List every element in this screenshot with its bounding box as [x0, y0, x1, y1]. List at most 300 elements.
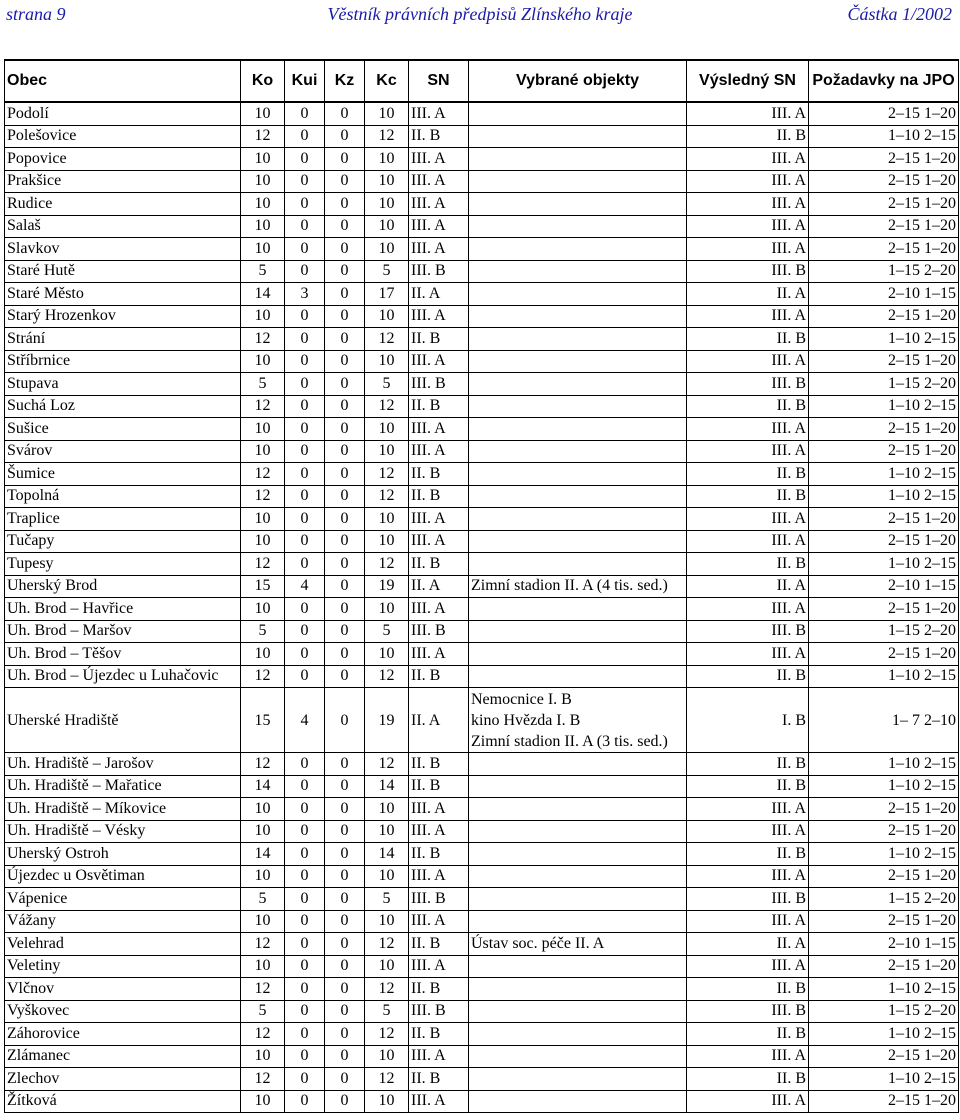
cell-ko: 10 — [241, 148, 285, 171]
cell-objekty — [469, 843, 687, 866]
table-row — [5, 193, 959, 216]
table-row — [5, 125, 959, 148]
cell-objekty — [469, 328, 687, 351]
cell-kc: 10 — [365, 798, 409, 821]
cell-kz: 0 — [325, 215, 365, 238]
cell-vysledny-sn: II. A — [687, 575, 809, 598]
table-row — [5, 328, 959, 351]
cell-vysledny-sn: III. A — [687, 530, 809, 553]
cell-kz: 0 — [325, 933, 365, 956]
cell-objekty — [469, 978, 687, 1001]
cell-kc: 12 — [365, 933, 409, 956]
cell-vysledny-sn: III. A — [687, 910, 809, 933]
cell-kz: 0 — [325, 305, 365, 328]
cell-obec: Suchá Loz — [5, 395, 241, 418]
cell-objekty — [469, 283, 687, 306]
cell-sn: III. A — [409, 350, 469, 373]
cell-kc: 12 — [365, 553, 409, 576]
cell-objekty — [469, 1045, 687, 1068]
cell-kc: 12 — [365, 753, 409, 776]
cell-pozadavky: 1–10 2–15 — [809, 125, 959, 148]
cell-obec: Uh. Hradiště – Vésky — [5, 820, 241, 843]
cell-objekty — [469, 753, 687, 776]
cell-pozadavky: 1–15 2–20 — [809, 888, 959, 911]
cell-sn: II. B — [409, 933, 469, 956]
cell-objekty — [469, 193, 687, 216]
cell-kz: 0 — [325, 373, 365, 396]
cell-vysledny-sn: II. A — [687, 933, 809, 956]
table-row — [5, 753, 959, 776]
cell-vysledny-sn: II. B — [687, 753, 809, 776]
cell-vysledny-sn: III. A — [687, 820, 809, 843]
cell-obec: Svárov — [5, 440, 241, 463]
cell-kc: 10 — [365, 865, 409, 888]
cell-pozadavky: 2–15 1–20 — [809, 508, 959, 531]
cell-kc: 10 — [365, 350, 409, 373]
cell-ko: 14 — [241, 283, 285, 306]
cell-obec: Staré Hutě — [5, 260, 241, 283]
cell-obec: Žítková — [5, 1090, 241, 1113]
cell-obec: Velehrad — [5, 933, 241, 956]
cell-sn: II. B — [409, 753, 469, 776]
cell-sn: III. B — [409, 1000, 469, 1023]
cell-kui: 0 — [285, 910, 325, 933]
cell-objekty — [469, 508, 687, 531]
cell-objekty — [469, 643, 687, 666]
cell-kc: 10 — [365, 955, 409, 978]
cell-kui: 0 — [285, 978, 325, 1001]
cell-objekty — [469, 955, 687, 978]
table-row — [5, 395, 959, 418]
cell-sn: III. A — [409, 170, 469, 193]
cell-kc: 10 — [365, 598, 409, 621]
cell-pozadavky: 1– 7 2–10 — [809, 688, 959, 753]
table-row — [5, 350, 959, 373]
cell-pozadavky: 1–10 2–15 — [809, 395, 959, 418]
cell-kz: 0 — [325, 888, 365, 911]
cell-kc: 12 — [365, 978, 409, 1001]
cell-ko: 12 — [241, 978, 285, 1001]
cell-obec: Popovice — [5, 148, 241, 171]
cell-sn: III. A — [409, 598, 469, 621]
objekt-line: kino Hvězda I. B — [471, 711, 581, 729]
cell-ko: 5 — [241, 260, 285, 283]
cell-ko: 12 — [241, 395, 285, 418]
cell-vysledny-sn: III. A — [687, 215, 809, 238]
cell-kui: 0 — [285, 508, 325, 531]
table-row — [5, 1000, 959, 1023]
table-row — [5, 865, 959, 888]
cell-vysledny-sn: III. A — [687, 238, 809, 261]
col-header-sn: SN — [409, 60, 469, 102]
cell-kz: 0 — [325, 260, 365, 283]
cell-kz: 0 — [325, 553, 365, 576]
cell-kui: 0 — [285, 328, 325, 351]
cell-kui: 4 — [285, 688, 325, 753]
cell-sn: II. B — [409, 665, 469, 688]
cell-sn: III. A — [409, 305, 469, 328]
cell-ko: 10 — [241, 955, 285, 978]
cell-objekty — [469, 620, 687, 643]
cell-kui: 0 — [285, 463, 325, 486]
cell-objekty — [469, 1000, 687, 1023]
cell-objekty — [469, 485, 687, 508]
cell-objekty — [469, 530, 687, 553]
cell-pozadavky: 1–10 2–15 — [809, 328, 959, 351]
cell-kc: 10 — [365, 910, 409, 933]
cell-kui: 0 — [285, 485, 325, 508]
cell-sn: III. A — [409, 440, 469, 463]
cell-ko: 14 — [241, 843, 285, 866]
table-row — [5, 575, 959, 598]
table-row — [5, 688, 959, 753]
table-row — [5, 373, 959, 396]
cell-vysledny-sn: II. B — [687, 775, 809, 798]
cell-pozadavky: 2–15 1–20 — [809, 798, 959, 821]
cell-ko: 10 — [241, 418, 285, 441]
cell-vysledny-sn: III. A — [687, 102, 809, 125]
cell-kui: 0 — [285, 1068, 325, 1091]
table-header-row — [5, 60, 959, 102]
cell-ko: 10 — [241, 102, 285, 125]
cell-kui: 3 — [285, 283, 325, 306]
cell-kc: 19 — [365, 688, 409, 753]
cell-ko: 12 — [241, 1068, 285, 1091]
cell-ko: 5 — [241, 373, 285, 396]
page-header — [0, 4, 960, 32]
cell-kz: 0 — [325, 1023, 365, 1046]
cell-ko: 10 — [241, 820, 285, 843]
cell-kz: 0 — [325, 688, 365, 753]
cell-kui: 0 — [285, 1090, 325, 1113]
cell-obec: Staré Město — [5, 283, 241, 306]
cell-kc: 12 — [365, 1023, 409, 1046]
objekt-line: Ústav soc. péče II. A — [471, 934, 605, 952]
cell-pozadavky: 2–15 1–20 — [809, 350, 959, 373]
cell-kc: 12 — [365, 463, 409, 486]
cell-sn: III. A — [409, 193, 469, 216]
cell-kc: 14 — [365, 775, 409, 798]
cell-kz: 0 — [325, 463, 365, 486]
cell-kz: 0 — [325, 238, 365, 261]
cell-vysledny-sn: II. B — [687, 1023, 809, 1046]
cell-kz: 0 — [325, 643, 365, 666]
cell-kc: 10 — [365, 418, 409, 441]
table-row — [5, 440, 959, 463]
cell-kc: 17 — [365, 283, 409, 306]
cell-sn: II. B — [409, 775, 469, 798]
cell-kc: 12 — [365, 328, 409, 351]
cell-kc: 12 — [365, 395, 409, 418]
cell-vysledny-sn: III. A — [687, 418, 809, 441]
cell-kui: 0 — [285, 215, 325, 238]
table-row — [5, 102, 959, 125]
table-row — [5, 933, 959, 956]
cell-vysledny-sn: II. B — [687, 463, 809, 486]
fire-protection-table — [4, 59, 959, 1113]
cell-objekty — [469, 865, 687, 888]
cell-objekty — [469, 688, 687, 753]
cell-kui: 0 — [285, 373, 325, 396]
cell-pozadavky: 2–15 1–20 — [809, 440, 959, 463]
cell-sn: II. A — [409, 575, 469, 598]
cell-kz: 0 — [325, 843, 365, 866]
cell-objekty — [469, 598, 687, 621]
cell-obec: Strání — [5, 328, 241, 351]
cell-kz: 0 — [325, 598, 365, 621]
table-row — [5, 508, 959, 531]
cell-sn: III. A — [409, 1090, 469, 1113]
cell-pozadavky: 2–15 1–20 — [809, 170, 959, 193]
cell-obec: Podolí — [5, 102, 241, 125]
cell-kui: 0 — [285, 843, 325, 866]
cell-pozadavky: 2–15 1–20 — [809, 305, 959, 328]
cell-obec: Prakšice — [5, 170, 241, 193]
cell-kz: 0 — [325, 955, 365, 978]
cell-pozadavky: 1–15 2–20 — [809, 1000, 959, 1023]
table-row — [5, 170, 959, 193]
cell-kui: 0 — [285, 1000, 325, 1023]
cell-kz: 0 — [325, 102, 365, 125]
cell-ko: 12 — [241, 553, 285, 576]
cell-objekty — [469, 665, 687, 688]
cell-pozadavky: 2–10 1–15 — [809, 933, 959, 956]
cell-kui: 0 — [285, 125, 325, 148]
cell-ko: 10 — [241, 193, 285, 216]
cell-kui: 0 — [285, 820, 325, 843]
cell-ko: 10 — [241, 215, 285, 238]
table-row — [5, 283, 959, 306]
cell-vysledny-sn: III. B — [687, 888, 809, 911]
cell-vysledny-sn: III. A — [687, 865, 809, 888]
cell-kc: 10 — [365, 643, 409, 666]
cell-obec: Uh. Brod – Maršov — [5, 620, 241, 643]
cell-kz: 0 — [325, 485, 365, 508]
cell-vysledny-sn: III. A — [687, 1045, 809, 1068]
cell-kz: 0 — [325, 508, 365, 531]
cell-pozadavky: 2–10 1–15 — [809, 575, 959, 598]
cell-kz: 0 — [325, 1090, 365, 1113]
cell-obec: Stříbrnice — [5, 350, 241, 373]
cell-pozadavky: 1–10 2–15 — [809, 843, 959, 866]
cell-pozadavky: 1–10 2–15 — [809, 1068, 959, 1091]
cell-pozadavky: 2–15 1–20 — [809, 598, 959, 621]
cell-kz: 0 — [325, 530, 365, 553]
cell-objekty — [469, 933, 687, 956]
cell-vysledny-sn: III. B — [687, 620, 809, 643]
cell-pozadavky: 1–15 2–20 — [809, 620, 959, 643]
table-body — [5, 102, 959, 1113]
cell-kui: 0 — [285, 305, 325, 328]
cell-obec: Újezdec u Osvětiman — [5, 865, 241, 888]
col-header-ko: Ko — [241, 60, 285, 102]
cell-kz: 0 — [325, 865, 365, 888]
table-row — [5, 260, 959, 283]
cell-obec: Vápenice — [5, 888, 241, 911]
table-row — [5, 888, 959, 911]
cell-kui: 0 — [285, 350, 325, 373]
cell-obec: Vážany — [5, 910, 241, 933]
cell-objekty — [469, 798, 687, 821]
objekt-line: Zimní stadion II. A (4 tis. sed.) — [471, 577, 668, 595]
cell-vysledny-sn: III. B — [687, 1000, 809, 1023]
cell-kz: 0 — [325, 620, 365, 643]
publication-title: Věstník právních předpisů Zlínského kraje — [327, 4, 633, 24]
cell-kz: 0 — [325, 1068, 365, 1091]
issue-number: Částka 1/2002 — [847, 4, 952, 24]
cell-pozadavky: 2–15 1–20 — [809, 1045, 959, 1068]
cell-kui: 0 — [285, 933, 325, 956]
cell-objekty — [469, 373, 687, 396]
cell-vysledny-sn: II. B — [687, 1068, 809, 1091]
cell-kz: 0 — [325, 328, 365, 351]
cell-sn: III. A — [409, 418, 469, 441]
objekt-line: Nemocnice I. B — [471, 690, 572, 708]
cell-objekty — [469, 418, 687, 441]
cell-vysledny-sn: II. B — [687, 978, 809, 1001]
cell-objekty — [469, 238, 687, 261]
cell-kc: 14 — [365, 843, 409, 866]
cell-objekty — [469, 575, 687, 598]
cell-sn: III. A — [409, 798, 469, 821]
table-row — [5, 775, 959, 798]
cell-ko: 15 — [241, 688, 285, 753]
cell-obec: Uh. Brod – Újezdec u Luhačovic — [5, 665, 241, 688]
cell-sn: II. A — [409, 688, 469, 753]
cell-sn: II. A — [409, 283, 469, 306]
cell-kc: 5 — [365, 620, 409, 643]
cell-kui: 0 — [285, 238, 325, 261]
cell-kui: 0 — [285, 753, 325, 776]
cell-kz: 0 — [325, 148, 365, 171]
cell-vysledny-sn: III. A — [687, 170, 809, 193]
cell-pozadavky: 2–15 1–20 — [809, 910, 959, 933]
cell-ko: 14 — [241, 775, 285, 798]
cell-sn: III. A — [409, 1045, 469, 1068]
col-header-kui: Kui — [285, 60, 325, 102]
cell-vysledny-sn: III. A — [687, 440, 809, 463]
cell-objekty — [469, 553, 687, 576]
cell-kc: 5 — [365, 1000, 409, 1023]
cell-objekty — [469, 102, 687, 125]
cell-sn: II. B — [409, 843, 469, 866]
table-row — [5, 485, 959, 508]
cell-kui: 0 — [285, 643, 325, 666]
cell-ko: 5 — [241, 620, 285, 643]
table-row — [5, 1023, 959, 1046]
cell-kz: 0 — [325, 978, 365, 1001]
cell-pozadavky: 2–15 1–20 — [809, 418, 959, 441]
cell-ko: 10 — [241, 1045, 285, 1068]
cell-obec: Rudice — [5, 193, 241, 216]
table-row — [5, 553, 959, 576]
cell-obec: Zlámanec — [5, 1045, 241, 1068]
cell-kc: 10 — [365, 508, 409, 531]
cell-objekty — [469, 215, 687, 238]
cell-kz: 0 — [325, 418, 365, 441]
cell-sn: III. B — [409, 373, 469, 396]
cell-obec: Šumice — [5, 463, 241, 486]
cell-kui: 0 — [285, 1023, 325, 1046]
cell-sn: II. B — [409, 485, 469, 508]
cell-obec: Sušice — [5, 418, 241, 441]
cell-sn: III. A — [409, 238, 469, 261]
cell-kui: 0 — [285, 865, 325, 888]
cell-pozadavky: 2–15 1–20 — [809, 1090, 959, 1113]
cell-kui: 0 — [285, 260, 325, 283]
col-header-obec: Obec — [5, 60, 241, 102]
cell-kc: 10 — [365, 1090, 409, 1113]
cell-kc: 10 — [365, 305, 409, 328]
cell-sn: III. A — [409, 102, 469, 125]
cell-kc: 19 — [365, 575, 409, 598]
cell-ko: 12 — [241, 125, 285, 148]
cell-ko: 10 — [241, 508, 285, 531]
cell-sn: III. A — [409, 955, 469, 978]
objekt-line: Zimní stadion II. A (3 tis. sed.) — [471, 732, 668, 750]
cell-vysledny-sn: III. A — [687, 598, 809, 621]
cell-kui: 0 — [285, 798, 325, 821]
table-row — [5, 955, 959, 978]
cell-sn: III. B — [409, 620, 469, 643]
cell-pozadavky: 1–10 2–15 — [809, 978, 959, 1001]
cell-obec: Polešovice — [5, 125, 241, 148]
cell-ko: 10 — [241, 170, 285, 193]
table-row — [5, 1068, 959, 1091]
cell-kc: 12 — [365, 485, 409, 508]
cell-objekty — [469, 1023, 687, 1046]
cell-vysledny-sn: III. A — [687, 350, 809, 373]
cell-kui: 0 — [285, 620, 325, 643]
cell-sn: II. B — [409, 553, 469, 576]
page-number: strana 9 — [6, 4, 66, 24]
cell-ko: 5 — [241, 888, 285, 911]
table-row — [5, 643, 959, 666]
cell-kz: 0 — [325, 575, 365, 598]
cell-kz: 0 — [325, 665, 365, 688]
col-header-kc: Kc — [365, 60, 409, 102]
cell-kz: 0 — [325, 350, 365, 373]
cell-obec: Uh. Brod – Havřice — [5, 598, 241, 621]
cell-ko: 10 — [241, 350, 285, 373]
cell-kz: 0 — [325, 125, 365, 148]
table-row — [5, 820, 959, 843]
cell-kc: 10 — [365, 148, 409, 171]
cell-obec: Tučapy — [5, 530, 241, 553]
cell-sn: III. A — [409, 643, 469, 666]
table-row — [5, 978, 959, 1001]
cell-kc: 12 — [365, 1068, 409, 1091]
cell-sn: III. A — [409, 215, 469, 238]
cell-obec: Tupesy — [5, 553, 241, 576]
cell-pozadavky: 2–15 1–20 — [809, 193, 959, 216]
cell-kz: 0 — [325, 820, 365, 843]
cell-ko: 15 — [241, 575, 285, 598]
cell-obec: Vlčnov — [5, 978, 241, 1001]
cell-kz: 0 — [325, 395, 365, 418]
cell-kz: 0 — [325, 283, 365, 306]
cell-kui: 0 — [285, 193, 325, 216]
cell-objekty — [469, 395, 687, 418]
cell-sn: III. B — [409, 260, 469, 283]
table-row — [5, 463, 959, 486]
table-row — [5, 843, 959, 866]
cell-vysledny-sn: III. A — [687, 193, 809, 216]
cell-ko: 5 — [241, 1000, 285, 1023]
cell-vysledny-sn: III. A — [687, 798, 809, 821]
cell-pozadavky: 1–10 2–15 — [809, 665, 959, 688]
cell-vysledny-sn: II. B — [687, 553, 809, 576]
